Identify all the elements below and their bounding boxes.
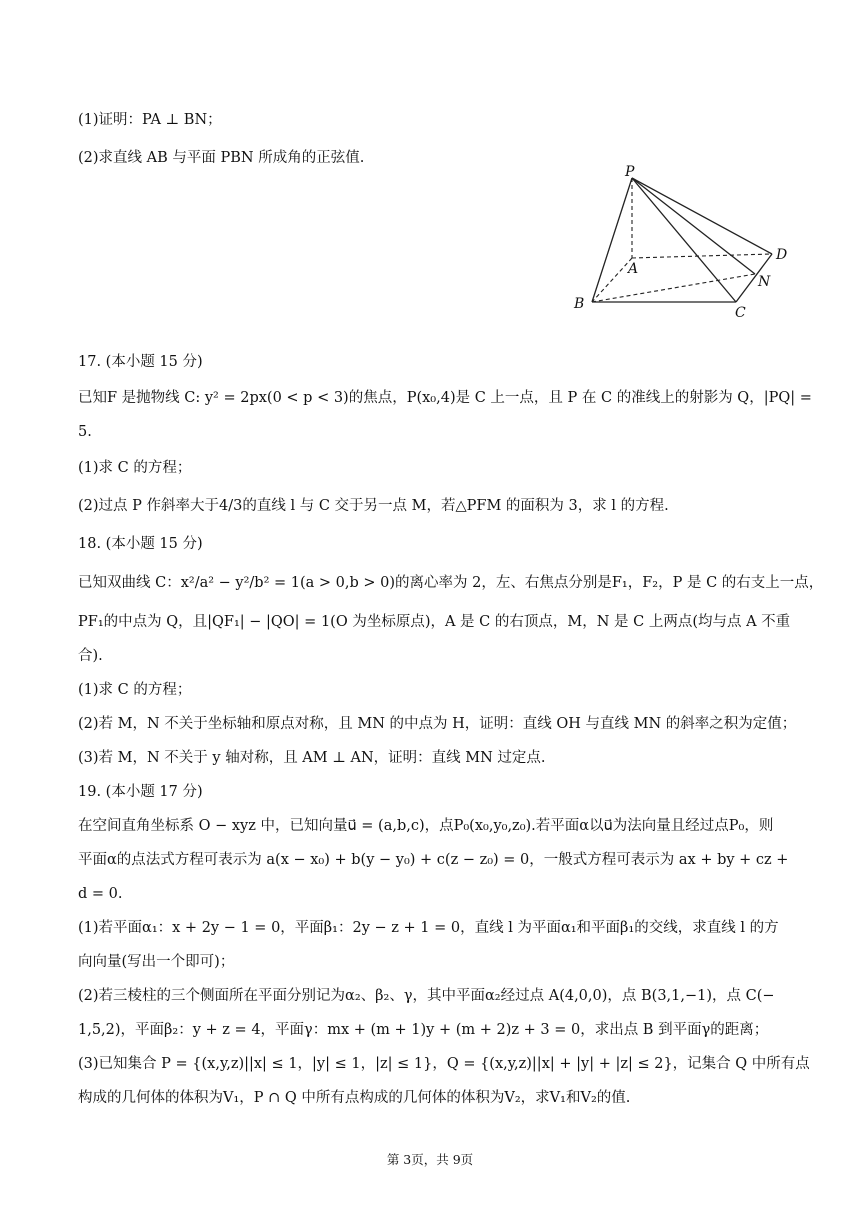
problem-19-part-1a: (1)若平面α₁：x + 2y − 1 = 0，平面β₁：2y − z + 1 = 0，直线 l 为平面α₁和平面β₁的交线，求直线 l 的方 bbox=[78, 920, 779, 936]
label-B: B bbox=[574, 296, 585, 312]
problem-18-stem-2: PF₁的中点为 Q，且|QF₁| − |QO| = 1(O 为坐标原点)，A 是 C 的右顶点，M，N 是 C 上两点(均与点 A 不重 bbox=[78, 614, 791, 630]
problem-19-part-3b: 构成的几何体的体积为V₁，P ∩ Q 中所有点构成的几何体的体积为V₂，求V₁和V₂的值. bbox=[78, 1090, 631, 1106]
label-P: P bbox=[625, 164, 635, 180]
page-footer: 第 3页，共 9页 bbox=[386, 1152, 474, 1167]
problem-19-header: 19. (本小题 17 分) bbox=[78, 784, 203, 800]
problem-17-stem-2: 5. bbox=[78, 424, 92, 440]
problem-18-stem-1: 已知双曲线 C：x²/a² − y²/b² = 1(a > 0,b > 0)的离心率为 2，左、右焦点分别是F₁，F₂，P 是 C 的右支上一点， bbox=[78, 575, 824, 591]
problem-17-stem-1: 已知F 是抛物线 C: y² = 2px(0 < p < 3)的焦点，P(x₀,4)是 C 上一点，且 P 在 C 的准线上的射影为 Q，|PQ| = bbox=[78, 390, 812, 406]
label-A: A bbox=[628, 261, 639, 277]
problem-19-part-3a: (3)已知集合 P = {(x,y,z)||x| ≤ 1，|y| ≤ 1，|z| ≤ 1}，Q = {(x,y,z)||x| + |y| + |z| ≤ 2}，记集合 Q 中所有点 bbox=[78, 1056, 810, 1072]
problem-18-header: 18. (本小题 15 分) bbox=[78, 536, 203, 552]
problem-19-part-1b: 向向量(写出一个即可)； bbox=[78, 954, 235, 970]
problem-19-part-2b: 1,5,2)，平面β₂：y + z = 4，平面γ：mx + (m + 1)y + (m + 2)z + 3 = 0，求出点 B 到平面γ的距离； bbox=[78, 1022, 769, 1038]
problem-16-part-1: (1)证明：PA ⊥ BN； bbox=[78, 112, 222, 128]
problem-17-part-1: (1)求 C 的方程； bbox=[78, 460, 192, 476]
label-N: N bbox=[758, 274, 771, 290]
problem-18-part-2: (2)若 M，N 不关于坐标轴和原点对称，且 MN 的中点为 H，证明：直线 OH 与直线 MN 的斜率之积为定值； bbox=[78, 716, 797, 732]
label-D: D bbox=[776, 247, 788, 263]
problem-16-part-2: (2)求直线 AB 与平面 PBN 所成角的正弦值. bbox=[78, 150, 365, 166]
problem-19-stem-1: 在空间直角坐标系 O − xyz 中，已知向量u⃗ = (a,b,c)，点P₀(x₀,y₀,z₀).若平面α以u⃗为法向量且经过点P₀，则 bbox=[78, 818, 774, 834]
pyramid-figure bbox=[570, 162, 800, 322]
problem-17-header: 17. (本小题 15 分) bbox=[78, 354, 203, 370]
problem-18-part-3: (3)若 M，N 不关于 y 轴对称，且 AM ⊥ AN，证明：直线 MN 过定点. bbox=[78, 750, 546, 766]
problem-17-part-2: (2)过点 P 作斜率大于4/3的直线 l 与 C 交于另一点 M，若△PFM 的面积为 3，求 l 的方程. bbox=[78, 498, 669, 514]
problem-19-stem-3: d = 0. bbox=[78, 886, 123, 902]
problem-19-part-2a: (2)若三棱柱的三个侧面所在平面分别记为α₂、β₂、γ，其中平面α₂经过点 A(4,0,0)，点 B(3,1,−1)，点 C(− bbox=[78, 988, 775, 1004]
label-C: C bbox=[735, 305, 746, 321]
problem-18-part-1: (1)求 C 的方程； bbox=[78, 682, 192, 698]
problem-18-stem-3: 合). bbox=[78, 648, 103, 664]
problem-19-stem-2: 平面α的点法式方程可表示为 a(x − x₀) + b(y − y₀) + c(z − z₀) = 0，一般式方程可表示为 ax + by + cz + bbox=[78, 852, 789, 868]
